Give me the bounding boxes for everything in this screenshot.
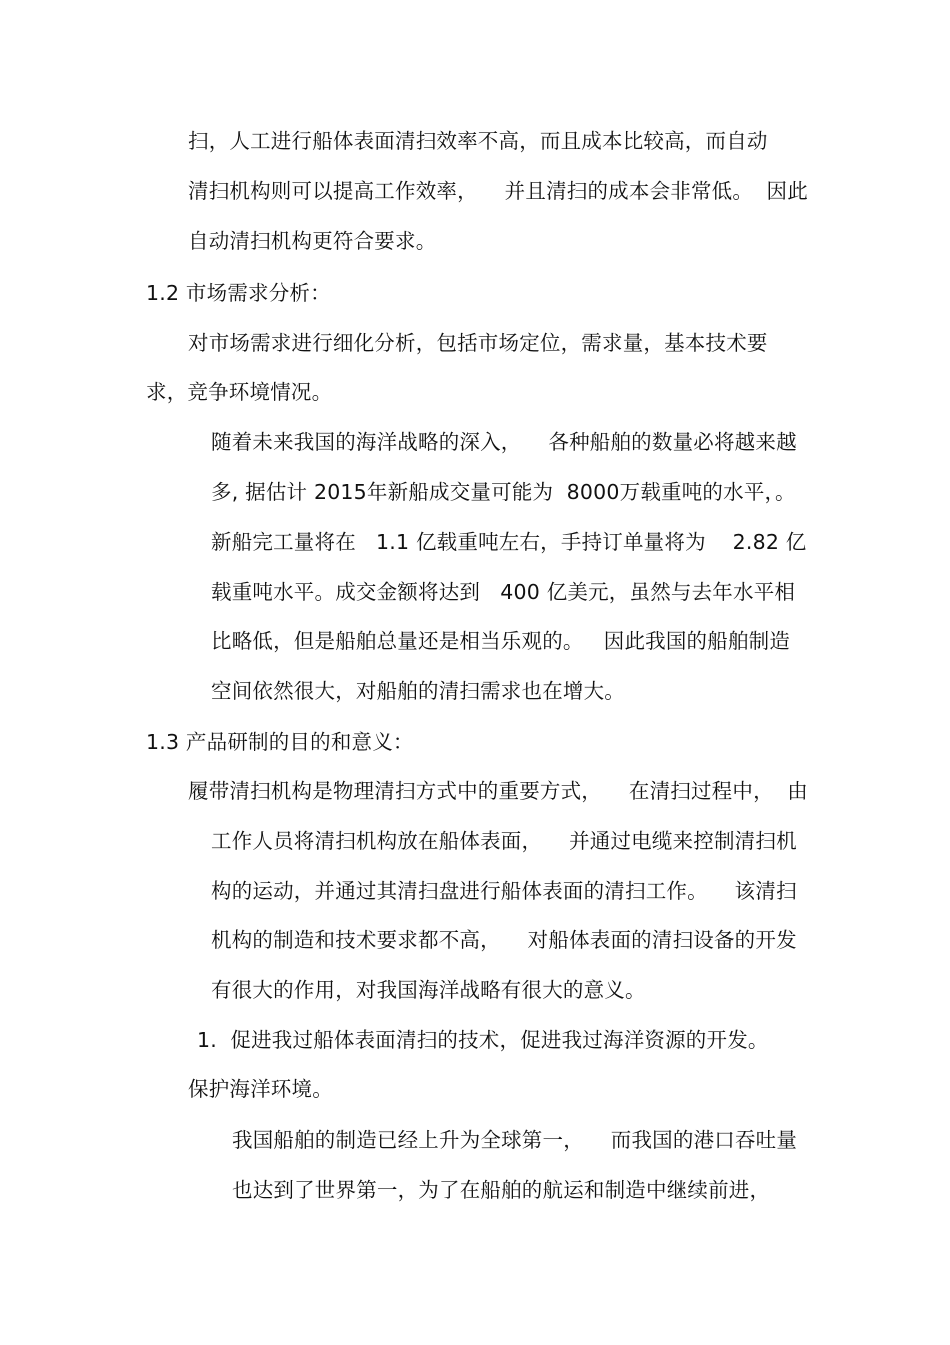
section-heading: 1.3 产品研制的目的和意义： <box>146 730 414 754</box>
body-text-line: 对市场需求进行细化分析，包括市场定位，需求量，基本技术要 <box>188 331 768 355</box>
body-text-line: 新船完工量将在 1.1 亿载重吨左右，手持订单量将为 2.82 亿 <box>211 530 807 554</box>
body-text-line: 我国船舶的制造已经上升为全球第一， 而我国的港口吞吐量 <box>232 1128 798 1152</box>
body-text-line: 多, 据估计 2015年新船成交量可能为 8000万载重吨的水平，。 <box>211 480 796 504</box>
numbered-list-item: 1. 促进我过船体表面清扫的技术，促进我过海洋资源的开发。 <box>197 1028 769 1052</box>
body-text-line: 载重吨水平。成交金额将达到 400 亿美元，虽然与去年水平相 <box>211 580 796 604</box>
body-text-line: 机构的制造和技术要求都不高， 对船体表面的清扫设备的开发 <box>211 928 797 952</box>
body-text-line: 履带清扫机构是物理清扫方式中的重要方式， 在清扫过程中， 由 <box>188 779 808 803</box>
body-text-line: 自动清扫机构更符合要求。 <box>188 229 437 253</box>
body-text-line: 清扫机构则可以提高工作效率， 并且清扫的成本会非常低。 因此 <box>188 179 808 203</box>
body-text-line: 扫，人工进行船体表面清扫效率不高，而且成本比较高，而自动 <box>188 129 768 153</box>
body-text-line: 比略低，但是船舶总量还是相当乐观的。 因此我国的船舶制造 <box>211 629 791 653</box>
body-text-line: 也达到了世界第一，为了在船舶的航运和制造中继续前进， <box>232 1178 771 1202</box>
body-text-line: 求，竞争环境情况。 <box>146 380 333 404</box>
body-text-line: 保护海洋环境。 <box>188 1077 333 1101</box>
body-text-line: 有很大的作用，对我国海洋战略有很大的意义。 <box>211 978 646 1002</box>
body-text-line: 工作人员将清扫机构放在船体表面， 并通过电缆来控制清扫机 <box>211 829 797 853</box>
body-text-line: 构的运动，并通过其清扫盘进行船体表面的清扫工作。 该清扫 <box>211 879 797 903</box>
body-text-line: 随着未来我国的海洋战略的深入， 各种船舶的数量必将越来越 <box>211 430 797 454</box>
section-heading: 1.2 市场需求分析： <box>146 281 331 305</box>
body-text-line: 空间依然很大，对船舶的清扫需求也在增大。 <box>211 679 625 703</box>
